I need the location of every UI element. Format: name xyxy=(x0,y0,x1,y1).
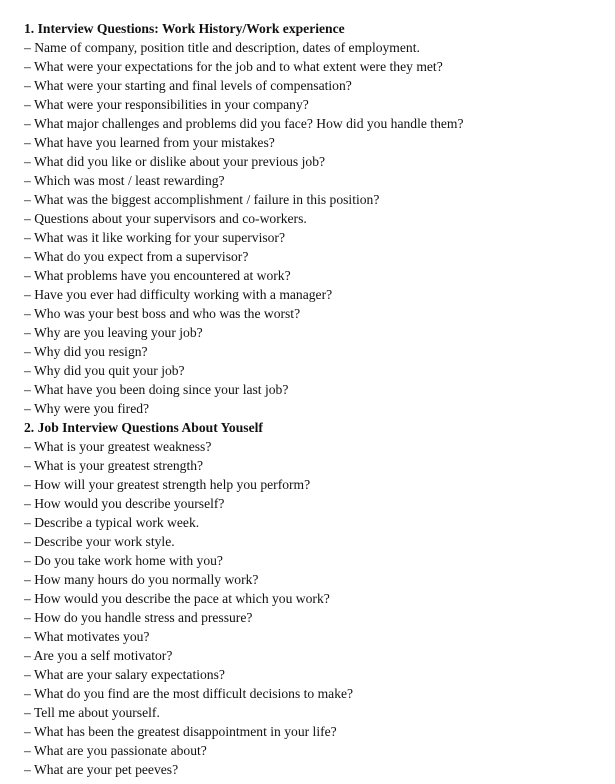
question-item: – What were your expectations for the job and to what extent were they met? xyxy=(24,59,443,74)
section-heading: 1. Interview Questions: Work History/Work experience xyxy=(24,21,345,36)
question-item: – Why did you quit your job? xyxy=(24,363,185,378)
question-item: – What are your salary expectations? xyxy=(24,667,225,682)
question-item: – Do you take work home with you? xyxy=(24,553,223,568)
document-body xyxy=(24,19,609,779)
question-item: – What was it like working for your supervisor? xyxy=(24,230,285,245)
question-item: – Why are you leaving your job? xyxy=(24,325,203,340)
question-item: – Describe a typical work week. xyxy=(24,515,200,530)
question-item: – Who was your best boss and who was the worst? xyxy=(24,306,301,321)
question-item: – How do you handle stress and pressure? xyxy=(24,610,253,625)
question-item: – What are your pet peeves? xyxy=(24,762,179,777)
section-work-history xyxy=(24,19,609,418)
question-item: – What is your greatest weakness? xyxy=(24,439,212,454)
question-item: – What is your greatest strength? xyxy=(24,458,204,473)
question-item: – What has been the greatest disappointment in your life? xyxy=(24,724,337,739)
question-item: – What have you been doing since your last job? xyxy=(24,382,289,397)
section-about-yourself xyxy=(24,418,609,779)
question-item: – Questions about your supervisors and co-workers. xyxy=(24,211,307,226)
question-item: – Describe your work style. xyxy=(24,534,175,549)
question-item: – What do you find are the most difficult decisions to make? xyxy=(24,686,354,701)
question-item: – What were your responsibilities in your company? xyxy=(24,97,309,112)
question-item: – Why did you resign? xyxy=(24,344,148,359)
question-item: – What did you like or dislike about your previous job? xyxy=(24,154,326,169)
question-item: – What are you passionate about? xyxy=(24,743,207,758)
question-item: – What major challenges and problems did you face? How did you handle them? xyxy=(24,116,464,131)
question-item: – How would you describe the pace at which you work? xyxy=(24,591,330,606)
question-item: – Are you a self motivator? xyxy=(24,648,173,663)
question-item: – How would you describe yourself? xyxy=(24,496,225,511)
question-item: – What were your starting and final levels of compensation? xyxy=(24,78,352,93)
question-item: – Why were you fired? xyxy=(24,401,150,416)
question-item: – What do you expect from a supervisor? xyxy=(24,249,249,264)
question-item: – How many hours do you normally work? xyxy=(24,572,259,587)
section-heading: 2. Job Interview Questions About Youself xyxy=(24,420,263,435)
question-item: – What was the biggest accomplishment / failure in this position? xyxy=(24,192,380,207)
question-item: – Have you ever had difficulty working with a manager? xyxy=(24,287,333,302)
question-item: – Tell me about yourself. xyxy=(24,705,160,720)
question-item: – Name of company, position title and description, dates of employment. xyxy=(24,40,420,55)
question-item: – What problems have you encountered at work? xyxy=(24,268,291,283)
question-item: – What motivates you? xyxy=(24,629,150,644)
question-item: – How will your greatest strength help you perform? xyxy=(24,477,311,492)
question-item: – What have you learned from your mistakes? xyxy=(24,135,275,150)
question-item: – Which was most / least rewarding? xyxy=(24,173,225,188)
